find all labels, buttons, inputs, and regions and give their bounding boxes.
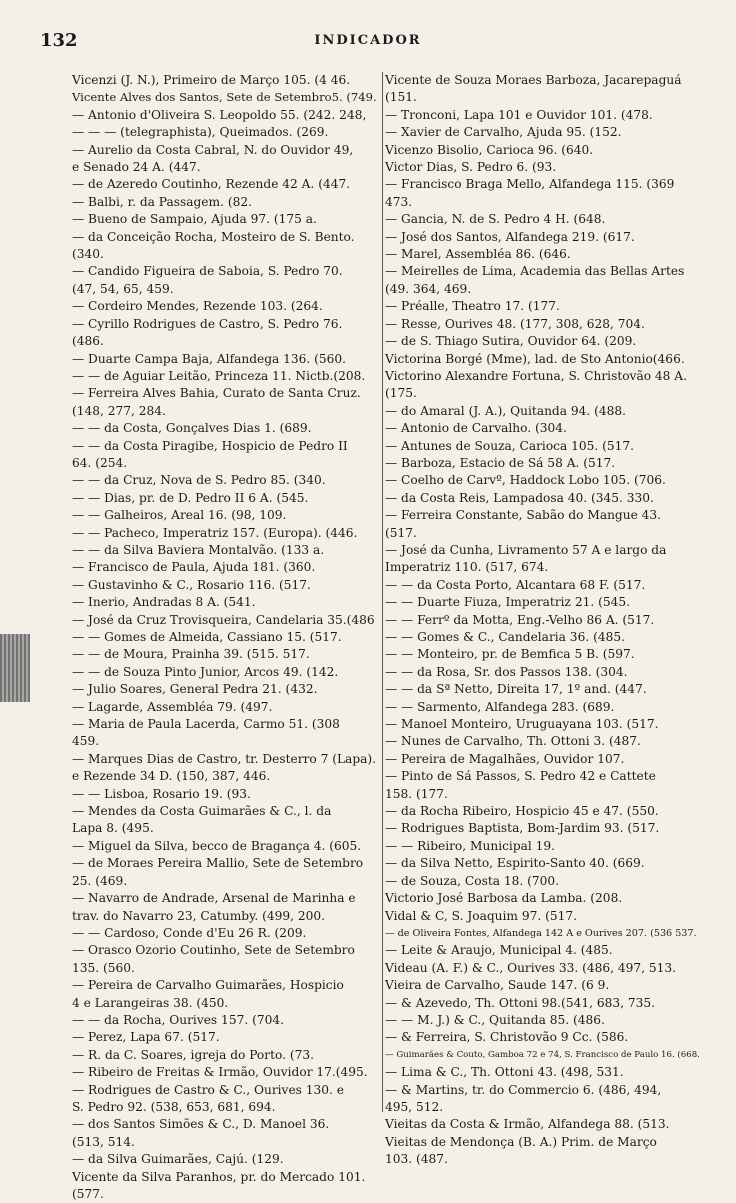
directory-entry: (486. [72,334,104,349]
page-header [40,30,696,52]
directory-entry: — Lagarde, Assembléa 79. (497. [72,699,273,714]
directory-entry: — da Rocha Ribeiro, Hospicio 45 e 47. (550. [385,804,659,819]
directory-entry: (175. [385,386,417,401]
directory-entry: — Inerio, Andradas 8 A. (541. [72,595,256,610]
directory-entry: 25. (469. [72,873,128,888]
directory-entry: — Ferreira Constante, Sabão do Mangue 43. [385,508,662,523]
directory-entry: Vicenzi (J. N.), Primeiro de Março 105. (4 46. [72,73,351,87]
directory-entry: — Balbi, r. da Passagem. (82. [72,194,252,209]
directory-entry: — Pereira de Carvalho Guimarães, Hospicio [72,978,344,993]
directory-entry: Vieitas de Mendonça (B. A.) Prim. de Março [385,1134,657,1149]
directory-entry: — de Azeredo Coutinho, Rezende 42 A. (447. [72,177,351,192]
directory-entry: — — de Moura, Prainha 39. (515. 517. [72,647,310,662]
left-column [72,72,381,1201]
directory-entry: — Pereira de Magalhães, Ouvidor 107. [385,751,625,766]
directory-entry: — Antonio d'Oliveira S. Leopoldo 55. (242. 248, [72,107,367,122]
directory-entry: — — da Silva Baviera Montalvão. (133 a. [72,542,325,557]
directory-entry: — Orasco Ozorio Coutinho, Sete de Setembro [72,943,355,958]
directory-entry: — Gustavinho & C., Rosario 116. (517. [72,577,311,592]
directory-entry: — Préalle, Theatro 17. (177. [385,299,560,314]
directory-entry: — Barboza, Estacio de Sá 58 A. (517. [385,455,616,470]
directory-entry: — R. da C. Soares, igreja do Porto. (73. [72,1047,315,1062]
directory-entry: — José da Cruz Trovisqueira, Candelaria 35.(486 [72,612,375,627]
directory-entry: — Meirelles de Lima, Academia das Bellas Artes [385,264,685,279]
directory-entry: S. Pedro 92. (538, 653, 681, 694. [72,1099,276,1114]
directory-entry: — de Moraes Pereira Mallio, Sete de Setembro [72,856,364,871]
directory-entry: — — da Rosa, Sr. dos Passos 138. (304. [385,664,628,679]
directory-entry: — Guimarães & Couto, Gamboa 72 e 74, S. Francisco de Paulo 16. (668. [385,1049,700,1060]
directory-entry: Vicente de Souza Moraes Barboza, Jacarepaguá [385,73,682,87]
directory-entry: Vicenzo Bisolio, Carioca 96. (640. [385,142,594,157]
directory-entry: — José dos Santos, Alfandega 219. (617. [385,229,635,244]
directory-entry: — — Ferrº da Motta, Eng.-Velho 86 A. (517. [385,612,655,627]
column-divider [382,72,383,1112]
directory-entry: 158. (177. [385,786,448,801]
directory-entry: — — da Cruz, Nova de S. Pedro 85. (340. [72,473,326,488]
directory-entry: — — Pacheco, Imperatriz 157. (Europa). (446. [72,525,358,540]
directory-entry: — — da Sª Netto, Direita 17, 1º and. (447. [385,682,647,697]
directory-entry: — Antunes de Souza, Carioca 105. (517. [385,438,635,453]
directory-entry: — — Gomes de Almeida, Cassiano 15. (517. [72,630,342,644]
directory-entry: (151. [385,90,417,105]
directory-entry: — Manoel Monteiro, Uruguayana 103. (517. [385,717,659,732]
directory-entry: — — M. J.) & C., Quitanda 85. (486. [385,1012,605,1027]
directory-entry: — — Sarmento, Alfandega 283. (689. [385,699,615,714]
running-title: INDICADOR [314,33,422,48]
directory-entry: (47, 54, 65, 459. [72,281,174,296]
directory-entry: — de Oliveira Fontes, Alfandega 142 A e Ourives 207. (536 537. [385,927,697,939]
directory-entry: — — da Rocha, Ourives 157. (704. [72,1012,284,1027]
directory-entry: — do Amaral (J. A.), Quitanda 94. (488. [385,403,627,418]
directory-entry: — Ferreira Alves Bahia, Curato de Santa Cruz. [72,386,361,401]
directory-entry: — Francisco Braga Mello, Alfandega 115. (369 [385,177,675,192]
directory-entry: — & Martins, tr. do Commercio 6. (486, 494, [385,1082,662,1097]
directory-entry: — Antonio de Carvalho. (304. [385,421,567,436]
directory-entry: — & Azevedo, Th. Ottoni 98.(541, 683, 735. [385,995,655,1010]
directory-entry: Vicente da Silva Paranhos, pr. do Mercado 101. [72,1169,366,1184]
directory-entry: — Marques Dias de Castro, tr. Desterro 7 (Lapa). [72,751,377,766]
directory-entry: — de Souza, Costa 18. (700. [385,873,560,888]
directory-entry: — Cordeiro Mendes, Rezende 103. (264. [72,299,323,314]
directory-entry: — Julio Soares, General Pedra 21. (432. [72,682,318,697]
directory-entry: — — da Costa, Gonçalves Dias 1. (689. [72,421,312,436]
directory-entry: — Mendes da Costa Guimarães & C., l. da [72,804,332,819]
directory-entry: — — da Costa Piragibe, Hospicio de Pedro II [72,438,348,453]
directory-entry: — da Silva Netto, Espirito-Santo 40. (669. [385,856,645,871]
directory-entry: — dos Santos Simões & C., D. Manoel 36. [72,1117,330,1132]
directory-entry: 103. (487. [385,1152,448,1167]
directory-entry: — Francisco de Paula, Ajuda 181. (360. [72,560,316,575]
directory-entry: — Tronconi, Lapa 101 e Ouvidor 101. (478. [385,107,653,122]
directory-entry: — Navarro de Andrade, Arsenal de Marinha e [72,891,356,906]
directory-entry: — — de Souza Pinto Junior, Arcos 49. (142. [72,664,339,679]
directory-entry: — Duarte Campa Baja, Alfandega 136. (560. [72,351,347,366]
directory-entry: — & Ferreira, S. Christovão 9 Cc. (586. [385,1030,629,1045]
directory-entry: Vieitas da Costa & Irmão, Alfandega 88. (513. [385,1117,670,1132]
directory-entry: Vieira de Carvalho, Saude 147. (6 9. [385,978,610,993]
directory-entry: (148, 277, 284. [72,403,166,418]
directory-entry: — Ribeiro de Freitas & Irmão, Ouvidor 17.(495. [72,1065,368,1080]
directory-entry: e Rezende 34 D. (150, 387, 446. [72,769,271,784]
page-number: 132 [40,30,78,51]
scan-thumb-mark [0,634,30,702]
directory-entry: — — Dias, pr. de D. Pedro II 6 A. (545. [72,490,309,505]
directory-entry: — — — (telegraphista), Queimados. (269. [72,125,329,140]
directory-entry: (517. [385,525,417,540]
directory-entry: — Pinto de Sá Passos, S. Pedro 42 e Cattete [385,769,656,784]
directory-entry: — — Duarte Fiuza, Imperatriz 21. (545. [385,595,630,610]
directory-entry: Vidal & C, S. Joaquim 97. (517. [385,908,577,923]
directory-entry: — José da Cunha, Livramento 57 A e largo da [385,542,667,557]
directory-entry: — — Monteiro, pr. de Bemfica 5 B. (597. [385,647,635,662]
directory-entry: — Perez, Lapa 67. (517. [72,1030,220,1045]
directory-entry: 495, 512. [385,1099,444,1114]
directory-entry: — Rodrigues de Castro & C., Ourives 130. e [72,1082,345,1097]
directory-entry: Victorina Borgé (Mme), lad. de Sto Antonio(466. [385,351,685,366]
directory-entry: — — Gomes & C., Candelaria 36. (485. [385,630,625,644]
directory-entry: — Gancia, N. de S. Pedro 4 H. (648. [385,212,606,227]
directory-columns [72,72,700,1201]
directory-entry: — — Galheiros, Areal 16. (98, 109. [72,508,287,523]
directory-entry: — — Lisboa, Rosario 19. (93. [72,786,251,801]
directory-entry: — Rodrigues Baptista, Bom-Jardim 93. (517. [385,821,660,836]
directory-entry: — de S. Thiago Sutira, Ouvidor 64. (209. [385,334,637,349]
directory-entry: — Xavier de Carvalho, Ajuda 95. (152. [385,125,622,140]
directory-entry: Victorio José Barbosa da Lamba. (208. [385,891,623,906]
directory-entry: — — da Costa Porto, Alcantara 68 F. (517. [385,577,646,592]
directory-entry: (513, 514. [72,1134,135,1149]
directory-entry: — — Cardoso, Conde d'Eu 26 R. (209. [72,925,307,940]
directory-entry: trav. do Navarro 23, Catumby. (499, 200. [72,908,326,923]
directory-entry: Vicente Alves dos Santos, Sete de Setembro5. (749. [72,90,377,105]
directory-entry: — — Ribeiro, Municipal 19. [385,838,556,853]
directory-entry: — Miguel da Silva, becco de Bragança 4. (605. [72,838,362,853]
directory-entry: Lapa 8. (495. [72,821,154,836]
directory-entry: (577. [72,1187,104,1201]
directory-entry: — Leite & Araujo, Municipal 4. (485. [385,943,613,958]
directory-entry: — da Costa Reis, Lampadosa 40. (345. 330. [385,490,654,505]
directory-entry: — Candido Figueira de Saboia, S. Pedro 70. [72,264,343,279]
directory-entry: — Coelho de Carvº, Haddock Lobo 105. (706. [385,473,666,488]
directory-entry: — Resse, Ourives 48. (177, 308, 628, 704. [385,316,645,331]
directory-entry: 459. [72,734,100,749]
directory-entry: (49. 364, 469. [385,281,472,296]
directory-entry: — da Conceição Rocha, Mosteiro de S. Bento. [72,229,355,244]
directory-entry: Imperatriz 110. (517, 674. [385,560,549,575]
directory-entry: Victor Dias, S. Pedro 6. (93. [385,160,557,175]
directory-entry: — Bueno de Sampaio, Ajuda 97. (175 a. [72,212,317,227]
directory-entry: — Nunes de Carvalho, Th. Ottoni 3. (487. [385,734,641,749]
directory-entry: — Marel, Assembléa 86. (646. [385,247,571,262]
directory-entry: — Aurelio da Costa Cabral, N. do Ouvidor 49, [72,142,354,157]
directory-entry: (340. [72,247,104,262]
directory-entry: — da Silva Guimarães, Cajú. (129. [72,1152,284,1167]
directory-entry: 64. (254. [72,455,128,470]
right-column [385,72,700,1167]
directory-entry: Victorino Alexandre Fortuna, S. Christovão 48 A. [385,368,687,383]
directory-entry: — Maria de Paula Lacerda, Carmo 51. (308 [72,717,340,732]
directory-entry: 4 e Larangeiras 38. (450. [72,995,229,1010]
directory-entry: — Cyrillo Rodrigues de Castro, S. Pedro 76. [72,316,343,331]
directory-entry: 473. [385,194,413,209]
directory-entry: 135. (560. [72,960,135,975]
directory-entry: e Senado 24 A. (447. [72,160,201,175]
directory-entry: Videau (A. F.) & C., Ourives 33. (486, 497, 513. [385,960,677,975]
directory-entry: — Lima & C., Th. Ottoni 43. (498, 531. [385,1065,624,1080]
directory-entry: — — de Aguiar Leitão, Princeza 11. Nictb.(208. [72,368,366,383]
